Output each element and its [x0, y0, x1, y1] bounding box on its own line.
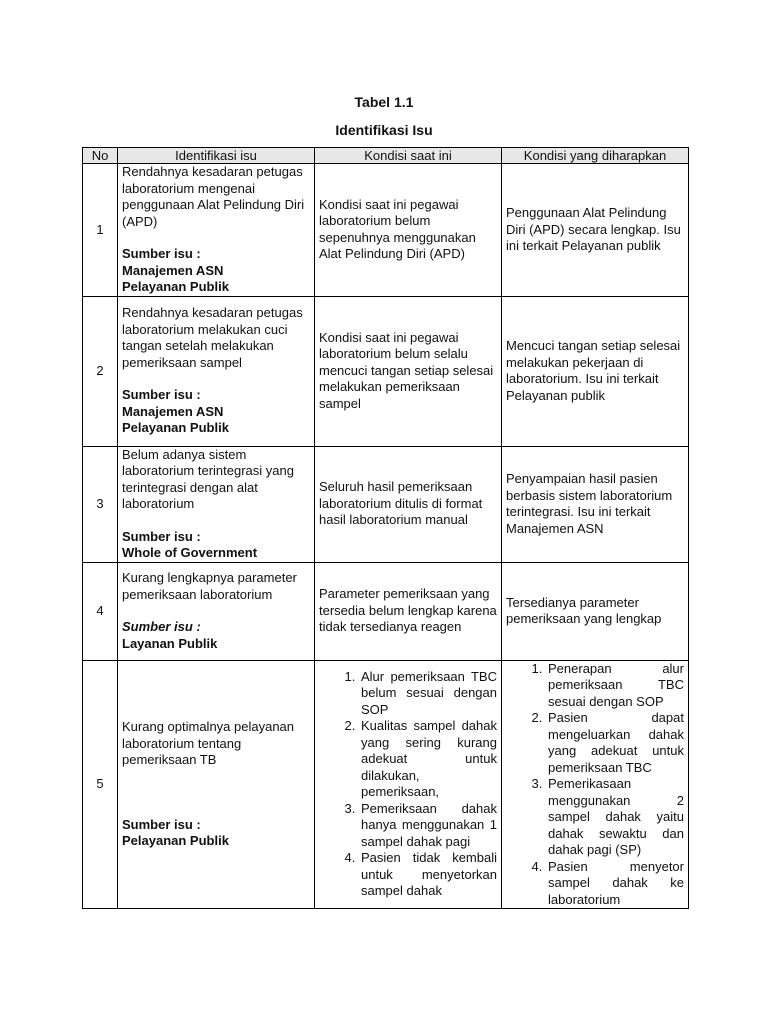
issue-cell — [118, 660, 315, 909]
row-number: 3 — [83, 446, 118, 562]
header-kondisi-diharapkan: Kondisi yang diharapkan — [502, 148, 689, 164]
source-value: Pelayanan Publik — [122, 279, 229, 294]
issue-text: Rendahnya kesadaran petugas laboratorium melakukan cuci tangan setelah melakukan pemeriksaan sampel — [122, 305, 303, 370]
issue-text: Kurang optimalnya pelayanan laboratorium tentang pemeriksaan TB — [122, 719, 295, 767]
source-value: Manajemen ASN — [122, 403, 224, 419]
list-item: 2. Kualitas sampel dahak yang sering kurang adekuat untuk dilakukan, pemeriksaan, — [359, 718, 497, 801]
source-label: Sumber isu : — [122, 816, 201, 832]
issue-text: Rendahnya kesadaran petugas laboratorium mengenai penggunaan Alat Pelindung Diri (APD) — [122, 164, 305, 229]
list-item: 1. Alur pemeriksaan TBC belum sesuai dengan SOP — [359, 669, 497, 719]
header-identifikasi: Identifikasi isu — [118, 148, 315, 164]
list-item: 1. Penerapan alur pemeriksaan TBC sesuai dengan SOP — [546, 661, 684, 711]
expected-condition: Tersedianya parameter pemeriksaan yang lengkap — [502, 562, 689, 660]
expected-condition: Penyampaian hasil pasien berbasis sistem laboratorium terintegrasi. Isu ini terkait Manajemen ASN — [502, 446, 689, 562]
list-item: 4. Pasien tidak kembali untuk menyetorkan sampel dahak — [359, 850, 497, 900]
source-label-italic: Sumber isu : — [122, 619, 201, 634]
list-item: 2. Pasien dapat mengeluarkan dahak yang adekuat untuk pemeriksaan TBC — [546, 710, 684, 776]
source-value: Pelayanan Publik — [122, 833, 229, 848]
issue-cell — [118, 296, 315, 446]
source-label: Sumber isu : — [122, 246, 201, 261]
issue-cell — [118, 446, 315, 562]
issues-table — [82, 147, 689, 909]
expected-condition-list — [506, 661, 684, 909]
current-condition: Parameter pemeriksaan yang tersedia belum lengkap karena tidak tersedianya reagen — [315, 562, 502, 660]
issue-text: Kurang lengkapnya parameter pemeriksaan laboratorium — [122, 570, 297, 602]
expected-condition — [502, 660, 689, 909]
row-number: 5 — [83, 660, 118, 909]
expected-condition: Penggunaan Alat Pelindung Diri (APD) secara lengkap. Isu ini terkait Pelayanan publik — [502, 164, 689, 297]
header-no: No — [83, 148, 118, 164]
issue-text: Belum adanya sistem laboratorium terintegrasi yang terintegrasi dengan alat laboratorium — [122, 446, 294, 511]
issue-cell — [118, 562, 315, 660]
source-value: Pelayanan Publik — [122, 420, 229, 436]
table-row — [83, 164, 689, 297]
source-label: Sumber isu : — [122, 387, 201, 403]
current-condition — [315, 660, 502, 909]
table-row — [83, 660, 689, 909]
current-condition-list — [319, 669, 497, 900]
current-condition: Kondisi saat ini pegawai laboratorium belum sepenuhnya menggunakan Alat Pelindung Diri (APD) — [315, 164, 502, 297]
table-row — [83, 446, 689, 562]
source-label: Sumber isu : — [122, 528, 201, 544]
source-value: Whole of Government — [122, 545, 258, 560]
row-number: 2 — [83, 296, 118, 446]
source-value: Layanan Publik — [122, 635, 218, 651]
current-condition: Kondisi saat ini pegawai laboratorium belum selalu mencuci tangan setiap selesai melakukan pemeriksaan sampel — [315, 296, 502, 446]
list-item: 3. Pemeriksaan dahak hanya menggunakan 1 sampel dahak pagi — [359, 801, 497, 851]
row-number: 4 — [83, 562, 118, 660]
expected-condition: Mencuci tangan setiap selesai melakukan pekerjaan di laboratorium. Isu ini terkait Pelayanan publik — [502, 296, 689, 446]
list-item: 4. Pasien menyetor sampel dahak ke laboratorium — [546, 859, 684, 909]
table-header-row — [83, 148, 689, 164]
row-number: 1 — [83, 164, 118, 297]
header-kondisi-saat-ini: Kondisi saat ini — [315, 148, 502, 164]
current-condition: Seluruh hasil pemeriksaan laboratorium ditulis di format hasil laboratorium manual — [315, 446, 502, 562]
issue-cell — [118, 164, 315, 297]
table-subtitle: Identifikasi Isu — [335, 122, 433, 138]
table-row — [83, 562, 689, 660]
table-row — [83, 296, 689, 446]
list-item: 3. Pemerikasaan menggunakan 2 sampel dahak yaitu dahak sewaktu dan dahak pagi (SP) — [546, 776, 684, 859]
source-label — [122, 619, 310, 636]
table-title: Tabel 1.1 — [354, 94, 414, 110]
source-value: Manajemen ASN — [122, 262, 224, 278]
